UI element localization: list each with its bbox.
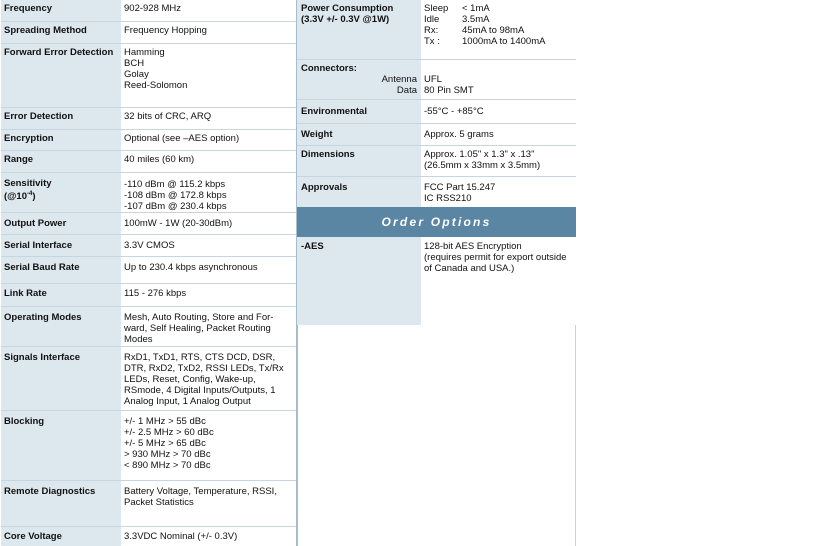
- spec-row-output-power: [1, 213, 298, 235]
- spec-label: Error Detection: [1, 108, 121, 129]
- pair-key: Rx:: [424, 25, 439, 36]
- spec-row-blocking: [1, 411, 298, 481]
- spec-label: Remote Diagnostics: [1, 481, 121, 526]
- pair-value: 45mA to 98mA: [462, 25, 525, 36]
- spec-label: Weight: [297, 124, 421, 145]
- spec-row-signals-interface: [1, 347, 298, 411]
- spec-label-end: ): [32, 191, 36, 203]
- sub-label-antenna: Antenna: [381, 74, 417, 85]
- spec-row-serial-interface: [1, 235, 298, 257]
- order-label: -AES: [297, 237, 421, 325]
- spec-label: Range: [1, 151, 121, 172]
- power-tx: [424, 36, 576, 47]
- pair-key: Idle: [424, 14, 440, 25]
- spec-label: Serial Interface: [1, 235, 121, 256]
- power-rx: [424, 25, 576, 36]
- spec-value: 32 bits of CRC, ARQ: [121, 108, 298, 129]
- spec-value-power: [421, 0, 576, 59]
- power-idle: [424, 14, 576, 25]
- spec-value: Approx. 5 grams: [421, 124, 576, 145]
- spec-row-frequency: [1, 0, 298, 22]
- power-sleep: [424, 3, 576, 14]
- spec-label: Blocking: [1, 411, 121, 480]
- sub-label-data: Data: [396, 85, 417, 96]
- spec-value: FCC Part 15.247 IC RSS210: [421, 177, 576, 207]
- spec-label: Encryption: [1, 130, 121, 150]
- spec-label: Link Rate: [1, 284, 121, 306]
- spec-label: Environmental: [297, 100, 421, 123]
- spec-label: Signals Interface: [1, 347, 121, 410]
- spec-row-remote-diagnostics: [1, 481, 298, 527]
- spec-row-operating-modes: [1, 307, 298, 347]
- spec-row-dimensions: [297, 146, 576, 177]
- spec-value: Up to 230.4 kbps asynchronous: [121, 257, 298, 283]
- pair-value: 1000mA to 1400mA: [462, 36, 546, 47]
- order-value: 128-bit AES Encryption (requires permit for export outside of Canada and USA.): [421, 237, 576, 325]
- spec-label: Sensitivity: [4, 178, 52, 189]
- spec-label: Operating Modes: [1, 307, 121, 346]
- spec-row-encryption: [1, 130, 298, 151]
- spec-value: 3.3V CMOS: [121, 235, 298, 256]
- spec-value: 40 miles (60 km): [121, 151, 298, 172]
- spec-value: 115 - 276 kbps: [121, 284, 298, 306]
- spec-row-environmental: [297, 100, 576, 124]
- spec-row-sensitivity: [1, 173, 298, 213]
- spec-label: Serial Baud Rate: [1, 257, 121, 283]
- spec-value: +/- 1 MHz > 55 dBc +/- 2.5 MHz > 60 dBc +/- 5 MHz > 65 dBc > 930 MHz > 70 dBc < 890 MHz > 70 dBc: [121, 411, 298, 480]
- spec-row-range: [1, 151, 298, 173]
- spec-label: Approvals: [297, 177, 421, 207]
- spec-value: Hamming BCH Golay Reed-Solomon: [121, 44, 298, 107]
- spec-label-sensitivity: [1, 173, 121, 212]
- pair-value: < 1mA: [462, 3, 490, 14]
- spec-value: Approx. 1.05" x 1.3" x .13" (26.5mm x 33mm x 3.5mm): [421, 146, 576, 176]
- spec-value: 902-928 MHz: [121, 0, 298, 21]
- spec-value: 100mW - 1W (20-30dBm): [121, 213, 298, 234]
- spec-value: Optional (see –AES option): [121, 130, 298, 150]
- spec-row-serial-baud-rate: [1, 257, 298, 284]
- spec-label-sup: -4: [27, 191, 33, 197]
- spec-row-core-voltage: [1, 527, 298, 546]
- spec-value: RxD1, TxD1, RTS, CTS DCD, DSR, DTR, RxD2, TxD2, RSSI LEDs, Tx/Rx LEDs, Reset, Config, Wake-up, RSmode, 4 Digital Inputs/Outputs, 1 Analog Input, 1 Analog Output: [121, 347, 298, 410]
- spec-label: Connectors:: [301, 63, 357, 74]
- order-row-aes: [297, 237, 576, 325]
- spec-value: -55°C - +85°C: [421, 100, 576, 123]
- spec-row-spreading-method: [1, 22, 298, 44]
- spec-row-approvals: [297, 177, 576, 207]
- spec-row-error-detection: [1, 108, 298, 130]
- spec-label: Forward Error Detection: [1, 44, 121, 107]
- spec-row-forward-error-detection: [1, 44, 298, 108]
- spec-label: Output Power: [1, 213, 121, 234]
- spec-value: Battery Voltage, Temperature, RSSI, Packet Statistics: [121, 481, 298, 526]
- order-options-header: Order Options: [297, 207, 576, 237]
- spec-value: 3.3VDC Nominal (+/- 0.3V): [121, 527, 298, 546]
- spec-value: Frequency Hopping: [121, 22, 298, 43]
- spec-row-connectors: [297, 60, 576, 100]
- spec-value: UFL 80 Pin SMT: [421, 60, 576, 99]
- spec-label-connectors: [297, 60, 421, 99]
- spec-label: Frequency: [1, 0, 121, 21]
- spec-value: Mesh, Auto Routing, Store and For- ward, Self Healing, Packet Routing Modes: [121, 307, 298, 346]
- pair-key: Tx :: [424, 36, 440, 47]
- spec-row-weight: [297, 124, 576, 146]
- spec-row-link-rate: [1, 284, 298, 307]
- spec-label: Spreading Method: [1, 22, 121, 43]
- spec-label: Dimensions: [297, 146, 421, 176]
- spec-row-power-consumption: [297, 0, 576, 60]
- spec-value: -110 dBm @ 115.2 kbps -108 dBm @ 172.8 kbps -107 dBm @ 230.4 kbps: [121, 173, 298, 212]
- spec-label: Core Voltage: [1, 527, 121, 546]
- spec-label-sub: (@10: [4, 191, 27, 203]
- pair-key: Sleep: [424, 3, 449, 14]
- pair-value: 3.5mA: [462, 14, 490, 25]
- spec-label: Power Consumption (3.3V +/- 0.3V @1W): [297, 0, 421, 59]
